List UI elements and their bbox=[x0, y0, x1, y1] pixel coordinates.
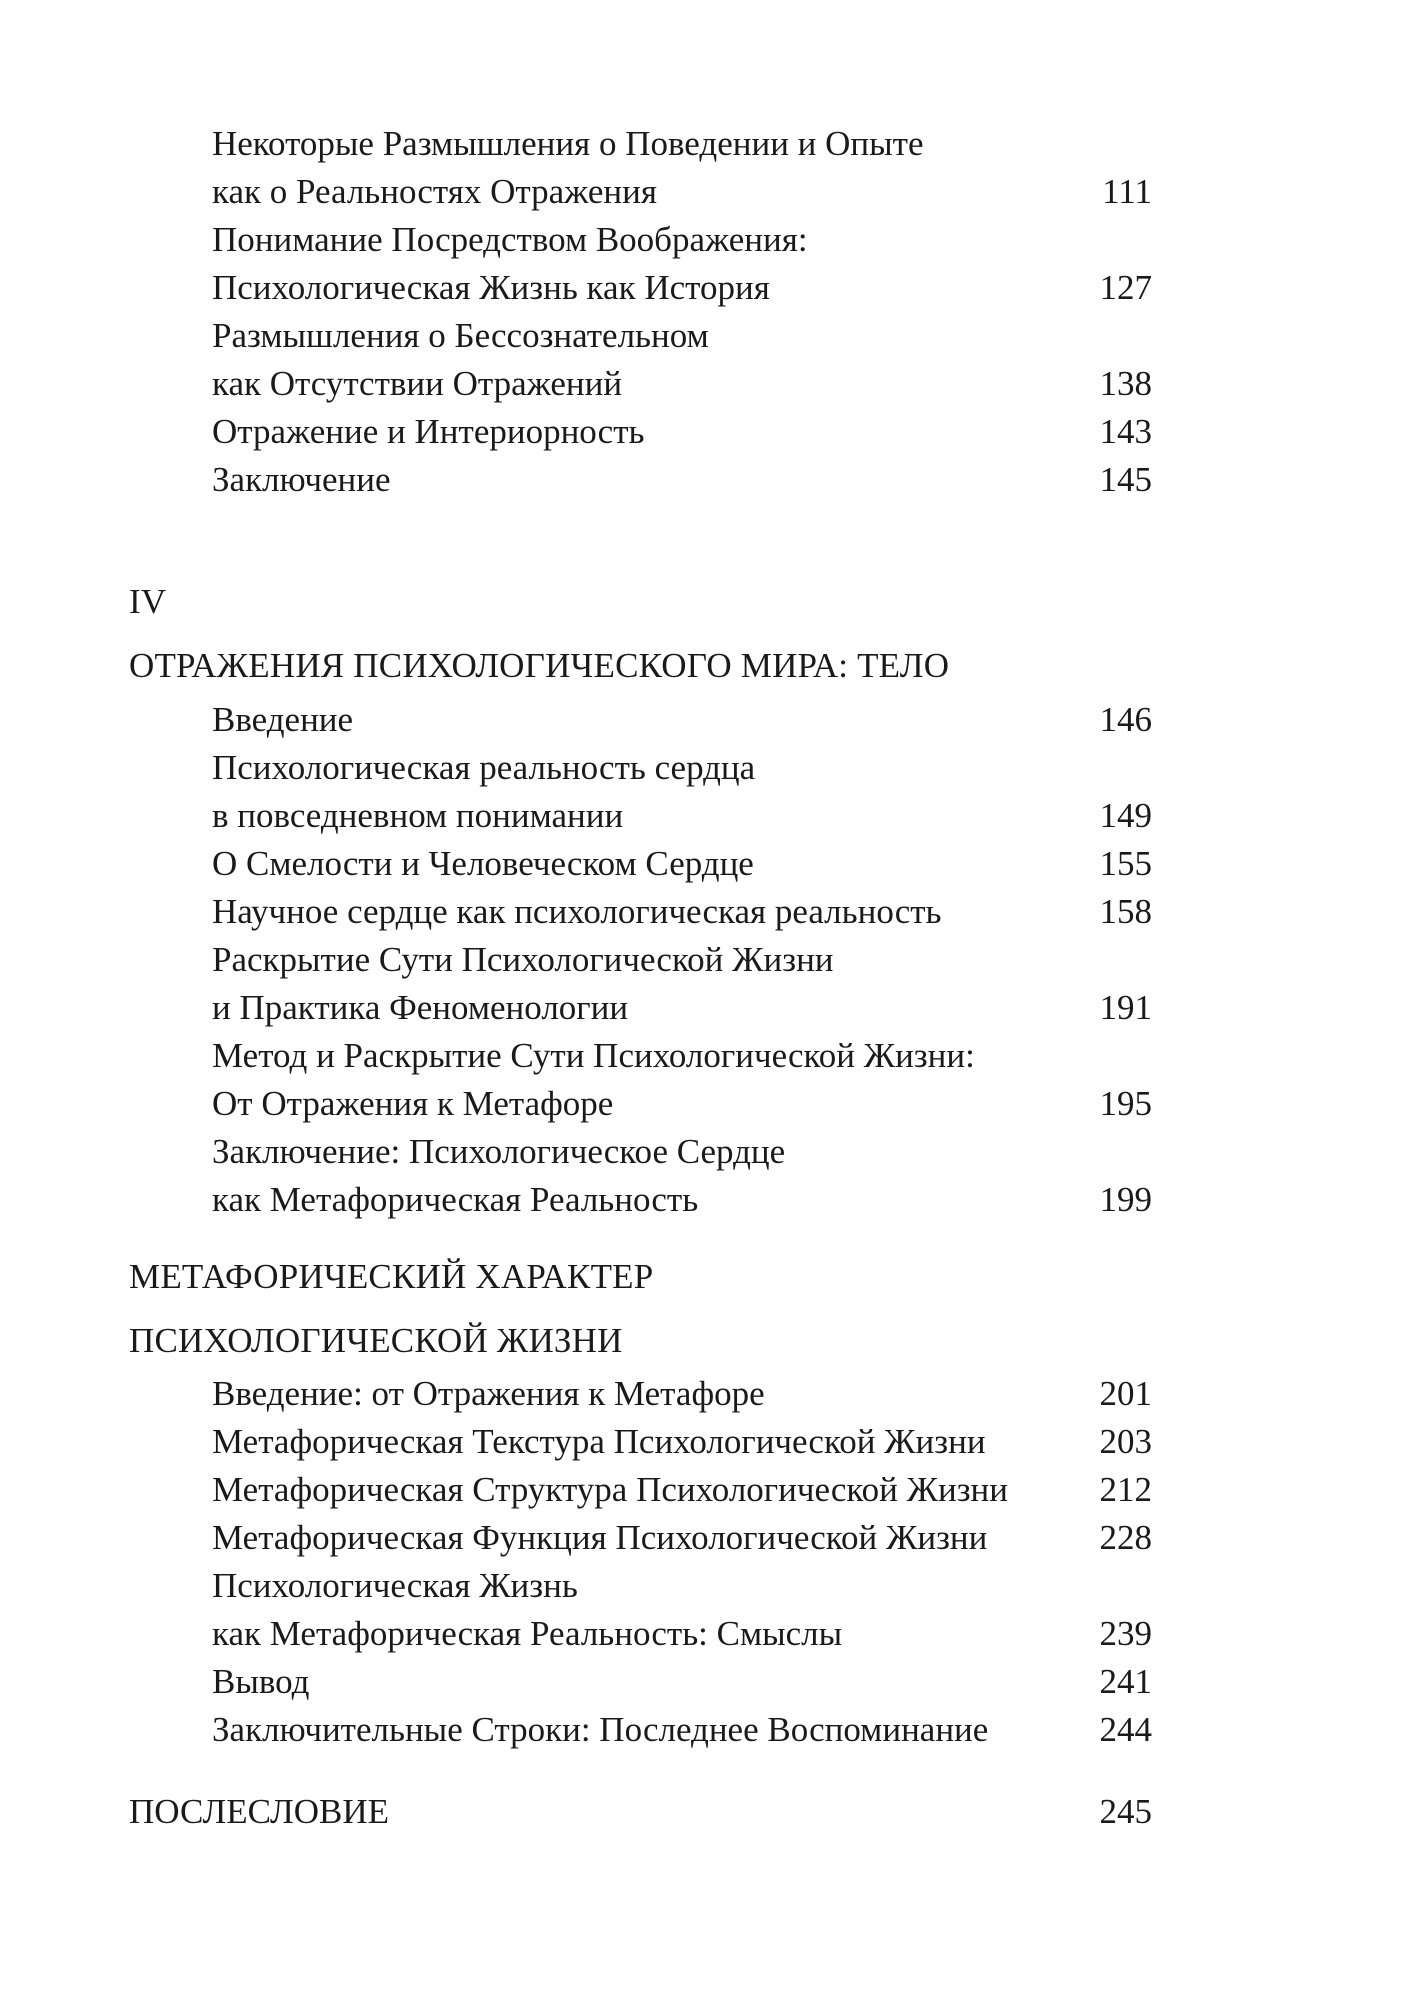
toc-entry bbox=[212, 744, 1152, 840]
toc-page-number: 158 bbox=[1099, 892, 1152, 931]
toc-entry-line: Введение bbox=[212, 700, 354, 739]
toc-page-number: 195 bbox=[1099, 1084, 1152, 1123]
toc-entry bbox=[212, 312, 1152, 408]
toc-page-number: 111 bbox=[1102, 172, 1152, 211]
toc-entry bbox=[212, 1514, 1152, 1562]
toc-entry bbox=[212, 1418, 1152, 1466]
toc-page-number: 203 bbox=[1099, 1422, 1152, 1461]
toc-entry-line: как Отсутствии Отражений bbox=[212, 364, 623, 403]
toc-entry bbox=[212, 840, 1152, 888]
toc-entry-line: Некоторые Размышления о Поведении и Опыте bbox=[212, 124, 924, 163]
toc-entry-line: От Отражения к Метафоре bbox=[212, 1084, 614, 1123]
toc-entry bbox=[212, 1658, 1152, 1706]
toc-page-number: 199 bbox=[1099, 1180, 1152, 1219]
toc-entry-line: Отражение и Интериорность bbox=[212, 412, 645, 451]
toc-entry bbox=[212, 1466, 1152, 1514]
toc-entry bbox=[212, 456, 1152, 504]
toc-entry bbox=[212, 936, 1152, 1032]
toc-page-number: 244 bbox=[1099, 1710, 1152, 1749]
toc-page-number: 138 bbox=[1099, 364, 1152, 403]
toc-entry-line: как Метафорическая Реальность: Смыслы bbox=[212, 1614, 843, 1653]
toc-entry-line: Раскрытие Сути Психологической Жизни bbox=[212, 940, 834, 979]
toc-entry-line: Психологическая Жизнь bbox=[212, 1566, 578, 1605]
toc-entry-line: Размышления о Бессознательном bbox=[212, 316, 709, 355]
toc-entry-line: Научное сердце как психологическая реальность bbox=[212, 892, 942, 931]
toc-page-number: 127 bbox=[1099, 268, 1152, 307]
toc-entry-line: и Практика Феноменологии bbox=[212, 988, 629, 1027]
toc-entry-line: Психологическая реальность сердца bbox=[212, 748, 756, 787]
section-title: ОТРАЖЕНИЯ ПСИХОЛОГИЧЕСКОГО МИРА: ТЕЛО bbox=[129, 646, 950, 685]
toc-entry-line: Метафорическая Структура Психологической Жизни bbox=[212, 1470, 1008, 1509]
toc-entry bbox=[212, 1370, 1152, 1418]
toc-entry-line: О Смелости и Человеческом Сердце bbox=[212, 844, 754, 883]
toc-entry bbox=[212, 1562, 1152, 1658]
toc-entry bbox=[212, 696, 1152, 744]
toc-entry-line: Метафорическая Функция Психологической Жизни bbox=[212, 1518, 988, 1557]
toc-page-number: 146 bbox=[1099, 700, 1152, 739]
toc-entry-line: Заключение: Психологическое Сердце bbox=[212, 1132, 786, 1171]
toc-entry-line: Вывод bbox=[212, 1662, 310, 1701]
section-number: IV bbox=[129, 582, 167, 621]
toc-entry-line: в повседневном понимании bbox=[212, 796, 624, 835]
section-title: ПСИХОЛОГИЧЕСКОЙ ЖИЗНИ bbox=[129, 1321, 623, 1360]
toc-entry-line: как о Реальностях Отражения bbox=[212, 172, 657, 211]
toc-page-number: 228 bbox=[1099, 1518, 1152, 1557]
toc-page-number: 201 bbox=[1099, 1374, 1152, 1413]
toc-entry bbox=[212, 408, 1152, 456]
section-heading bbox=[129, 570, 949, 698]
toc-entry-line: как Метафорическая Реальность bbox=[212, 1180, 699, 1219]
toc-entry-line: Психологическая Жизнь как История bbox=[212, 268, 770, 307]
toc-entry bbox=[212, 1128, 1152, 1224]
afterword-entry bbox=[129, 1788, 1152, 1836]
toc-entry-line: Метафорическая Текстура Психологической Жизни bbox=[212, 1422, 986, 1461]
toc-page-number: 155 bbox=[1099, 844, 1152, 883]
toc-page-number: 245 bbox=[1099, 1792, 1152, 1831]
toc-entry-line: Введение: от Отражения к Метафоре bbox=[212, 1374, 765, 1413]
toc-entry bbox=[212, 120, 1152, 216]
toc-page-number: 191 bbox=[1099, 988, 1152, 1027]
toc-page-number: 143 bbox=[1099, 412, 1152, 451]
toc-entry bbox=[212, 216, 1152, 312]
toc-page-number: 241 bbox=[1099, 1662, 1152, 1701]
toc-entry-line: Заключение bbox=[212, 460, 391, 499]
toc-entry-line: Понимание Посредством Воображения: bbox=[212, 220, 808, 259]
toc-entry bbox=[212, 888, 1152, 936]
toc-entry bbox=[212, 1032, 1152, 1128]
toc-entry-line: Заключительные Строки: Последнее Воспоминание bbox=[212, 1710, 989, 1749]
toc-entry bbox=[212, 1706, 1152, 1754]
section-title: МЕТАФОРИЧЕСКИЙ ХАРАКТЕР bbox=[129, 1257, 654, 1296]
toc-page-number: 239 bbox=[1099, 1614, 1152, 1653]
afterword-title: ПОСЛЕСЛОВИЕ bbox=[129, 1792, 390, 1831]
toc-page-number: 212 bbox=[1099, 1470, 1152, 1509]
toc-entry-line: Метод и Раскрытие Сути Психологической Жизни: bbox=[212, 1036, 975, 1075]
toc-page-number: 149 bbox=[1099, 796, 1152, 835]
toc-page-number: 145 bbox=[1099, 460, 1152, 499]
section-heading bbox=[129, 1245, 653, 1373]
